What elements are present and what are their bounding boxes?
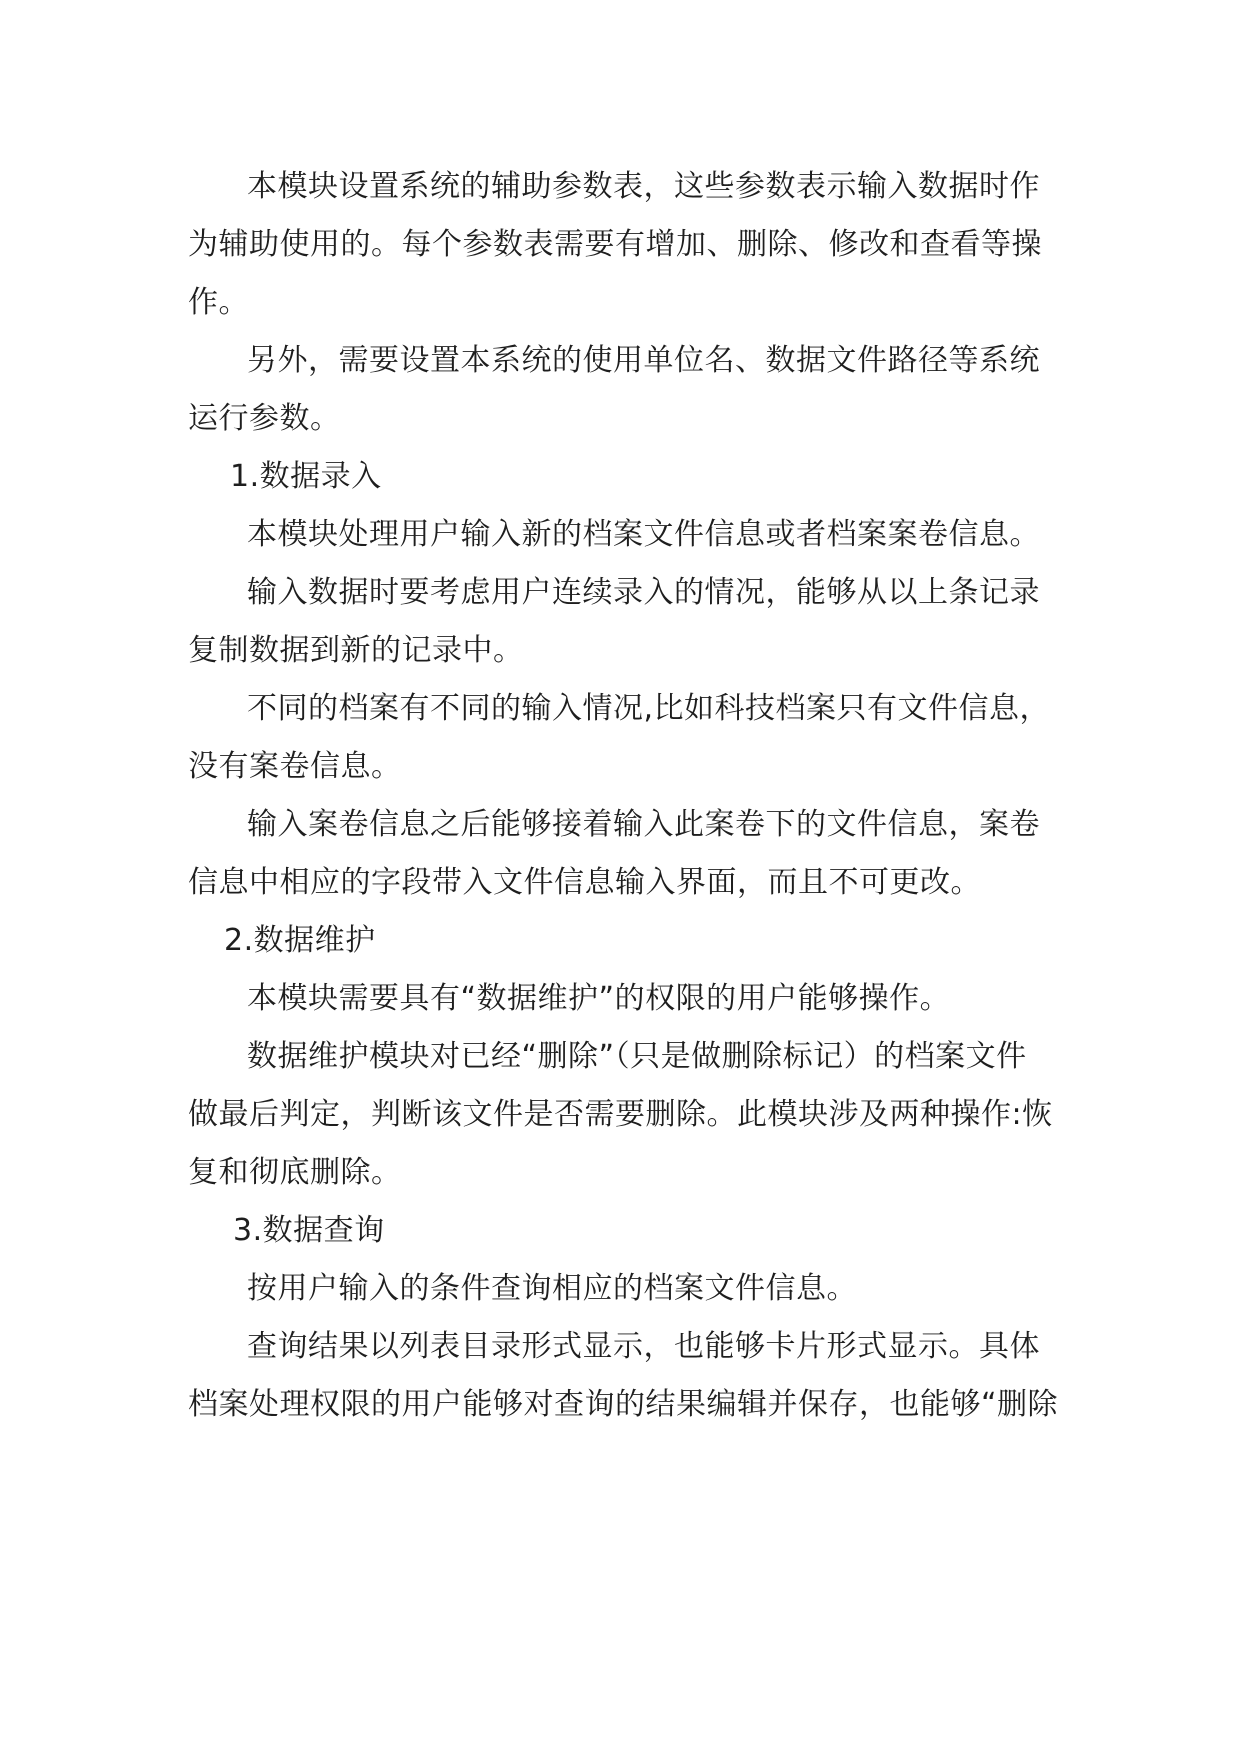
- paragraph-line: 复和彻底删除。: [188, 1155, 402, 1190]
- paragraph-line: 为辅助使用的。每个参数表需要有增加、删除、修改和查看等操: [188, 227, 1042, 262]
- paragraph-line: 不同的档案有不同的输入情况,比如科技档案只有文件信息，: [247, 691, 1051, 726]
- paragraph-line: 本模块处理用户输入新的档案文件信息或者档案案卷信息。: [247, 517, 1040, 552]
- paragraph-line: 另外，需要设置本系统的使用单位名、数据文件路径等系统: [247, 343, 1040, 378]
- paragraph-line: 查询结果以列表目录形式显示，也能够卡片形式显示。具体: [247, 1329, 1040, 1364]
- paragraph-line: 信息中相应的字段带入文件信息输入界面，而且不可更改。: [188, 865, 981, 900]
- paragraph-line: 没有案卷信息。: [188, 749, 402, 784]
- paragraph-line: 本模块需要具有“数据维护”的权限的用户能够操作。: [247, 981, 951, 1016]
- paragraph-line: 输入数据时要考虑用户连续录入的情况，能够从以上条记录: [247, 575, 1040, 610]
- section-heading: 2.数据维护: [224, 923, 376, 958]
- paragraph-line: 按用户输入的条件查询相应的档案文件信息。: [247, 1271, 857, 1306]
- paragraph-line: 作。: [188, 285, 249, 320]
- paragraph-line: 复制数据到新的记录中。: [188, 633, 524, 668]
- paragraph-line: 本模块设置系统的辅助参数表，这些参数表示输入数据时作: [247, 169, 1040, 204]
- section-heading: 1.数据录入: [230, 459, 382, 494]
- paragraph-line: 数据维护模块对已经“删除”（只是做删除标记）的档案文件: [247, 1039, 1027, 1074]
- paragraph-line: 档案处理权限的用户能够对查询的结果编辑并保存，也能够“删除: [188, 1387, 1059, 1422]
- paragraph-line: 做最后判定，判断该文件是否需要删除。此模块涉及两种操作:恢: [188, 1097, 1053, 1132]
- paragraph-line: 运行参数。: [188, 401, 341, 436]
- section-heading: 3.数据查询: [233, 1213, 385, 1248]
- paragraph-line: 输入案卷信息之后能够接着输入此案卷下的文件信息，案卷: [247, 807, 1040, 842]
